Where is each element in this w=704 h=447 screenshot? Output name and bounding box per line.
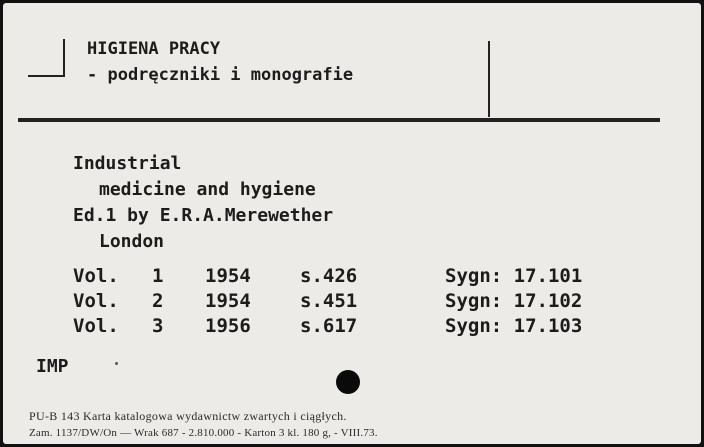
shelfmark-value: 17.103 — [513, 315, 583, 337]
shelfmark-value: 17.101 — [513, 265, 583, 287]
volume-label: Vol. — [73, 290, 119, 312]
volume-year: 1954 — [205, 265, 251, 287]
record-edition: Ed.1 by E.R.A.Merewether — [73, 205, 334, 226]
imp-stamp: IMP — [36, 356, 69, 377]
volume-year: 1954 — [205, 290, 251, 312]
shelfmark-value: 17.102 — [513, 290, 583, 312]
header-subtitle: - podręczniki i monografie — [87, 65, 354, 85]
shelfmark-label: Sygn: — [445, 315, 503, 337]
header-divider — [488, 41, 490, 117]
corner-mark-vertical — [63, 39, 65, 77]
header-title: HIGIENA PRACY — [87, 39, 221, 59]
volume-shelfmark — [445, 265, 582, 287]
volume-shelfmark — [445, 315, 582, 337]
record-place: London — [99, 231, 165, 252]
volume-pages: s.426 — [300, 265, 358, 287]
volume-pages: s.451 — [300, 290, 358, 312]
shelfmark-label: Sygn: — [445, 265, 503, 287]
volume-label: Vol. — [73, 315, 119, 337]
record-title-line2: medicine and hygiene — [99, 179, 316, 200]
ink-dot — [115, 362, 118, 365]
footer-form-line: PU-B 143 Karta katalogowa wydawnictw zwartych i ciągłych. — [29, 409, 347, 423]
catalog-card — [3, 3, 701, 444]
volume-shelfmark — [445, 290, 582, 312]
volume-label: Vol. — [73, 265, 119, 287]
header-rule — [18, 118, 660, 122]
footer-print-line: Zam. 1137/DW/On — Wrak 687 - 2.810.000 - Karton 3 kl. 180 g, - VIII.73. — [29, 427, 378, 439]
corner-mark-horizontal — [28, 75, 64, 77]
record-title-line1: Industrial — [73, 153, 182, 174]
volume-pages: s.617 — [300, 315, 358, 337]
volume-number: 1 — [152, 265, 164, 287]
volume-number: 2 — [152, 290, 164, 312]
shelfmark-label: Sygn: — [445, 290, 503, 312]
volume-year: 1956 — [205, 315, 251, 337]
volume-number: 3 — [152, 315, 164, 337]
punch-hole — [336, 370, 360, 394]
